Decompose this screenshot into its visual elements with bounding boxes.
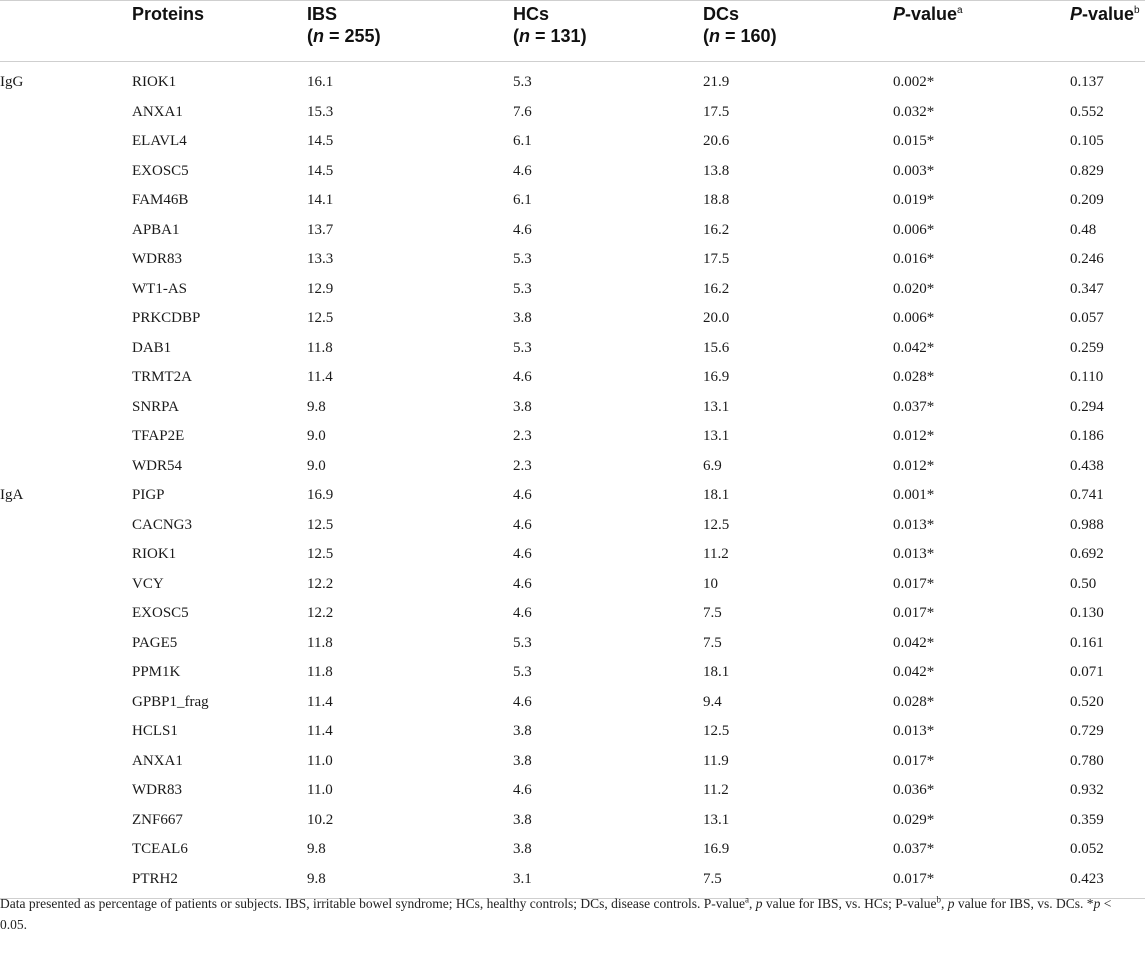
p-value-b-cell: 0.294 bbox=[1070, 398, 1104, 415]
p-value-b-cell: 0.110 bbox=[1070, 369, 1104, 385]
p-value-a-cell: 0.001* bbox=[893, 487, 935, 503]
table-row bbox=[0, 450, 1145, 480]
ibs-cell: 9.0 bbox=[307, 428, 326, 444]
hcs-cell: 5.3 bbox=[513, 664, 532, 680]
ibs-cell: 15.3 bbox=[307, 103, 334, 120]
table-row bbox=[0, 243, 1145, 273]
dcs-cell: 10 bbox=[703, 575, 718, 592]
p-value-b-cell: 0.130 bbox=[1070, 605, 1104, 621]
table-row bbox=[0, 214, 1145, 244]
hcs-cell: 5.3 bbox=[513, 339, 532, 356]
p-value-a-cell: 0.013* bbox=[893, 723, 935, 739]
dcs-cell: 16.2 bbox=[703, 280, 730, 297]
table-row bbox=[0, 361, 1145, 391]
ibs-cell: 14.5 bbox=[307, 133, 334, 149]
hcs-cell: 5.3 bbox=[513, 634, 532, 651]
dcs-cell: 16.2 bbox=[703, 221, 730, 238]
protein-cell: ZNF667 bbox=[132, 811, 183, 828]
protein-cell: FAM46B bbox=[132, 192, 189, 208]
hcs-cell: 4.6 bbox=[513, 516, 532, 533]
ibs-cell: 12.5 bbox=[307, 516, 334, 533]
header-hcs: HCs (n = 131) bbox=[513, 4, 587, 46]
table-row bbox=[0, 509, 1145, 539]
table-header bbox=[0, 1, 1145, 62]
table-row bbox=[0, 627, 1145, 657]
ibs-cell: 9.8 bbox=[307, 841, 326, 857]
hcs-cell: 3.8 bbox=[513, 752, 532, 769]
p-value-b-cell: 0.520 bbox=[1070, 693, 1104, 710]
protein-cell: TFAP2E bbox=[132, 428, 185, 444]
protein-cell: PAGE5 bbox=[132, 634, 178, 651]
hcs-cell: 4.6 bbox=[513, 487, 532, 503]
table-body bbox=[0, 62, 1145, 899]
p-value-a-cell: 0.042* bbox=[893, 339, 935, 356]
ibs-cell: 14.1 bbox=[307, 192, 334, 208]
p-value-a-cell: 0.037* bbox=[893, 841, 935, 857]
p-value-b-cell: 0.186 bbox=[1070, 428, 1104, 444]
dcs-cell: 18.1 bbox=[703, 664, 730, 680]
p-value-a-cell: 0.017* bbox=[893, 575, 935, 592]
protein-cell: EXOSC5 bbox=[132, 162, 189, 179]
table-row bbox=[0, 391, 1145, 421]
table-row bbox=[0, 155, 1145, 185]
ibs-cell: 11.8 bbox=[307, 664, 333, 680]
dcs-cell: 11.2 bbox=[703, 546, 729, 562]
dcs-cell: 21.9 bbox=[703, 74, 730, 90]
ibs-cell: 12.5 bbox=[307, 310, 334, 326]
dcs-cell: 13.1 bbox=[703, 398, 730, 415]
hcs-cell: 4.6 bbox=[513, 221, 532, 238]
hcs-cell: 2.3 bbox=[513, 428, 532, 444]
dcs-cell: 13.1 bbox=[703, 811, 730, 828]
table-row bbox=[0, 686, 1145, 716]
table-row bbox=[0, 774, 1145, 804]
p-value-b-cell: 0.692 bbox=[1070, 546, 1104, 562]
ibs-cell: 10.2 bbox=[307, 811, 334, 828]
ibs-cell: 12.5 bbox=[307, 546, 334, 562]
p-value-a-cell: 0.017* bbox=[893, 605, 935, 621]
protein-cell: PRKCDBP bbox=[132, 310, 201, 326]
ibs-cell: 9.8 bbox=[307, 398, 326, 415]
dcs-cell: 20.6 bbox=[703, 133, 730, 149]
table-row bbox=[0, 125, 1145, 155]
p-value-a-cell: 0.028* bbox=[893, 693, 935, 710]
protein-cell: ELAVL4 bbox=[132, 133, 187, 149]
table-row bbox=[0, 804, 1145, 834]
protein-cell: PIGP bbox=[132, 487, 165, 503]
p-value-b-cell: 0.071 bbox=[1070, 664, 1104, 680]
p-value-a-cell: 0.015* bbox=[893, 133, 935, 149]
dcs-cell: 18.1 bbox=[703, 487, 730, 503]
p-value-a-cell: 0.036* bbox=[893, 782, 935, 798]
ibs-cell: 9.8 bbox=[307, 870, 326, 887]
hcs-cell: 4.6 bbox=[513, 575, 532, 592]
p-value-b-cell: 0.359 bbox=[1070, 811, 1104, 828]
dcs-cell: 13.1 bbox=[703, 428, 730, 444]
header-p-value-b: P-value$^b$ bbox=[1070, 4, 1140, 24]
ibs-cell: 11.0 bbox=[307, 752, 333, 769]
p-value-a-cell: 0.016* bbox=[893, 251, 935, 267]
p-value-a-cell: 0.042* bbox=[893, 664, 935, 680]
dcs-cell: 20.0 bbox=[703, 310, 730, 326]
dcs-cell: 17.5 bbox=[703, 103, 730, 120]
table-row bbox=[0, 479, 1145, 509]
p-value-b-cell: 0.552 bbox=[1070, 103, 1104, 120]
dcs-cell: 15.6 bbox=[703, 339, 730, 356]
protein-cell: EXOSC5 bbox=[132, 605, 189, 621]
hcs-cell: 3.8 bbox=[513, 723, 532, 739]
group-cell: IgA bbox=[0, 487, 24, 503]
p-value-a-cell: 0.032* bbox=[893, 103, 935, 120]
p-value-a-cell: 0.017* bbox=[893, 870, 935, 887]
dcs-cell: 16.9 bbox=[703, 841, 730, 857]
table-row bbox=[0, 568, 1145, 598]
hcs-cell: 5.3 bbox=[513, 280, 532, 297]
p-value-b-cell: 0.246 bbox=[1070, 251, 1104, 267]
hcs-cell: 3.8 bbox=[513, 841, 532, 857]
dcs-cell: 16.9 bbox=[703, 369, 730, 385]
p-value-b-cell: 0.423 bbox=[1070, 870, 1104, 887]
p-value-a-cell: 0.006* bbox=[893, 310, 935, 326]
table-row bbox=[0, 273, 1145, 303]
p-value-a-cell: 0.003* bbox=[893, 162, 935, 179]
p-value-b-cell: 0.438 bbox=[1070, 457, 1104, 474]
p-value-b-cell: 0.057 bbox=[1070, 310, 1104, 326]
protein-cell: RIOK1 bbox=[132, 546, 177, 562]
dcs-cell: 7.5 bbox=[703, 870, 722, 887]
ibs-cell: 14.5 bbox=[307, 162, 334, 179]
table-row bbox=[0, 66, 1145, 96]
table-row bbox=[0, 96, 1145, 126]
p-value-a-cell: 0.006* bbox=[893, 221, 935, 238]
p-value-a-cell: 0.037* bbox=[893, 398, 935, 415]
hcs-cell: 4.6 bbox=[513, 693, 532, 710]
protein-cell: WDR83 bbox=[132, 251, 182, 267]
protein-cell: RIOK1 bbox=[132, 74, 177, 90]
ibs-cell: 12.9 bbox=[307, 280, 334, 297]
hcs-cell: 3.8 bbox=[513, 398, 532, 415]
protein-cell: WDR54 bbox=[132, 457, 182, 474]
table-row bbox=[0, 715, 1145, 745]
p-value-a-cell: 0.012* bbox=[893, 428, 935, 444]
dcs-cell: 7.5 bbox=[703, 634, 722, 651]
protein-cell: TRMT2A bbox=[132, 369, 192, 385]
protein-cell: ANXA1 bbox=[132, 103, 183, 120]
p-value-b-cell: 0.209 bbox=[1070, 192, 1104, 208]
p-value-a-cell: 0.013* bbox=[893, 546, 935, 562]
group-cell: IgG bbox=[0, 74, 24, 90]
hcs-cell: 4.6 bbox=[513, 162, 532, 179]
p-value-a-cell: 0.017* bbox=[893, 752, 935, 769]
protein-cell: HCLS1 bbox=[132, 723, 178, 739]
p-value-b-cell: 0.347 bbox=[1070, 280, 1104, 297]
p-value-b-cell: 0.259 bbox=[1070, 339, 1104, 356]
hcs-cell: 2.3 bbox=[513, 457, 532, 474]
p-value-b-cell: 0.161 bbox=[1070, 634, 1104, 651]
protein-cell: WDR83 bbox=[132, 782, 182, 798]
p-value-a-cell: 0.002* bbox=[893, 74, 935, 90]
p-value-b-cell: 0.105 bbox=[1070, 133, 1104, 149]
ibs-cell: 16.1 bbox=[307, 74, 334, 90]
table-row bbox=[0, 332, 1145, 362]
header-proteins: Proteins bbox=[132, 4, 205, 24]
hcs-cell: 3.8 bbox=[513, 811, 532, 828]
protein-cell: VCY bbox=[132, 575, 164, 592]
p-value-b-cell: 0.729 bbox=[1070, 723, 1104, 739]
ibs-cell: 9.0 bbox=[307, 457, 326, 474]
hcs-cell: 7.6 bbox=[513, 103, 532, 120]
dcs-cell: 12.5 bbox=[703, 723, 730, 739]
hcs-cell: 4.6 bbox=[513, 369, 532, 385]
protein-cell: WT1-AS bbox=[132, 280, 187, 297]
ibs-cell: 12.2 bbox=[307, 575, 334, 592]
protein-cell: APBA1 bbox=[132, 221, 180, 238]
hcs-cell: 4.6 bbox=[513, 782, 532, 798]
p-value-b-cell: 0.988 bbox=[1070, 516, 1104, 533]
p-value-b-cell: 0.829 bbox=[1070, 162, 1104, 179]
header-ibs: IBS (n = 255) bbox=[307, 4, 381, 46]
protein-cell: CACNG3 bbox=[132, 516, 193, 533]
table-row bbox=[0, 420, 1145, 450]
protein-cell: GPBP1_frag bbox=[132, 693, 209, 710]
dcs-cell: 18.8 bbox=[703, 192, 730, 208]
p-value-a-cell: 0.042* bbox=[893, 634, 935, 651]
ibs-cell: 16.9 bbox=[307, 487, 334, 503]
p-value-a-cell: 0.020* bbox=[893, 280, 935, 297]
p-value-b-cell: 0.932 bbox=[1070, 782, 1104, 798]
ibs-cell: 11.4 bbox=[307, 723, 333, 739]
table-row bbox=[0, 745, 1145, 775]
table-row bbox=[0, 863, 1145, 893]
ibs-cell: 11.0 bbox=[307, 782, 333, 798]
dcs-cell: 6.9 bbox=[703, 457, 722, 474]
dcs-cell: 13.8 bbox=[703, 162, 730, 179]
protein-cell: PTRH2 bbox=[132, 870, 178, 887]
header-dcs: DCs (n = 160) bbox=[703, 4, 777, 46]
hcs-cell: 4.6 bbox=[513, 546, 532, 562]
hcs-cell: 3.1 bbox=[513, 870, 532, 887]
table-row bbox=[0, 184, 1145, 214]
p-value-b-cell: 0.50 bbox=[1070, 575, 1097, 592]
dcs-cell: 7.5 bbox=[703, 605, 722, 621]
table-row bbox=[0, 538, 1145, 568]
table-row bbox=[0, 302, 1145, 332]
p-value-b-cell: 0.780 bbox=[1070, 752, 1104, 769]
hcs-cell: 5.3 bbox=[513, 251, 532, 267]
ibs-cell: 12.2 bbox=[307, 605, 334, 621]
hcs-cell: 4.6 bbox=[513, 605, 532, 621]
ibs-cell: 11.8 bbox=[307, 634, 333, 651]
p-value-a-cell: 0.019* bbox=[893, 192, 935, 208]
p-value-a-cell: 0.013* bbox=[893, 516, 935, 533]
hcs-cell: 5.3 bbox=[513, 74, 532, 90]
table-footnote: Data presented as percentage of patients or subjects. IBS, irritable bowel syndrome; HCs, healthy controls; DCs, disease controls. P-value$^a$, p value for IBS, vs. HCs; P-value$^b$, p value for IBS, vs. DCs. *p < 0.05. bbox=[0, 894, 1112, 932]
ibs-cell: 11.4 bbox=[307, 693, 333, 710]
p-value-b-cell: 0.052 bbox=[1070, 841, 1104, 857]
dcs-cell: 12.5 bbox=[703, 516, 730, 533]
table-row bbox=[0, 833, 1145, 863]
p-value-a-cell: 0.029* bbox=[893, 811, 935, 828]
protein-cell: ANXA1 bbox=[132, 752, 183, 769]
dcs-cell: 9.4 bbox=[703, 693, 722, 710]
protein-cell: SNRPA bbox=[132, 398, 179, 415]
p-value-a-cell: 0.012* bbox=[893, 457, 935, 474]
hcs-cell: 6.1 bbox=[513, 133, 532, 149]
table-row bbox=[0, 656, 1145, 686]
hcs-cell: 6.1 bbox=[513, 192, 532, 208]
ibs-cell: 11.4 bbox=[307, 369, 333, 385]
table-row bbox=[0, 597, 1145, 627]
p-value-b-cell: 0.137 bbox=[1070, 74, 1104, 90]
ibs-cell: 13.3 bbox=[307, 251, 334, 267]
dcs-cell: 11.9 bbox=[703, 752, 729, 769]
dcs-cell: 11.2 bbox=[703, 782, 729, 798]
protein-cell: DAB1 bbox=[132, 339, 172, 356]
p-value-b-cell: 0.48 bbox=[1070, 221, 1097, 238]
protein-cell: PPM1K bbox=[132, 664, 181, 680]
dcs-cell: 17.5 bbox=[703, 251, 730, 267]
ibs-cell: 13.7 bbox=[307, 221, 334, 238]
hcs-cell: 3.8 bbox=[513, 310, 532, 326]
p-value-b-cell: 0.741 bbox=[1070, 487, 1104, 503]
header-p-value-a: P-value$^a$ bbox=[893, 4, 963, 24]
ibs-cell: 11.8 bbox=[307, 339, 333, 356]
protein-cell: TCEAL6 bbox=[132, 841, 188, 857]
p-value-a-cell: 0.028* bbox=[893, 369, 935, 385]
